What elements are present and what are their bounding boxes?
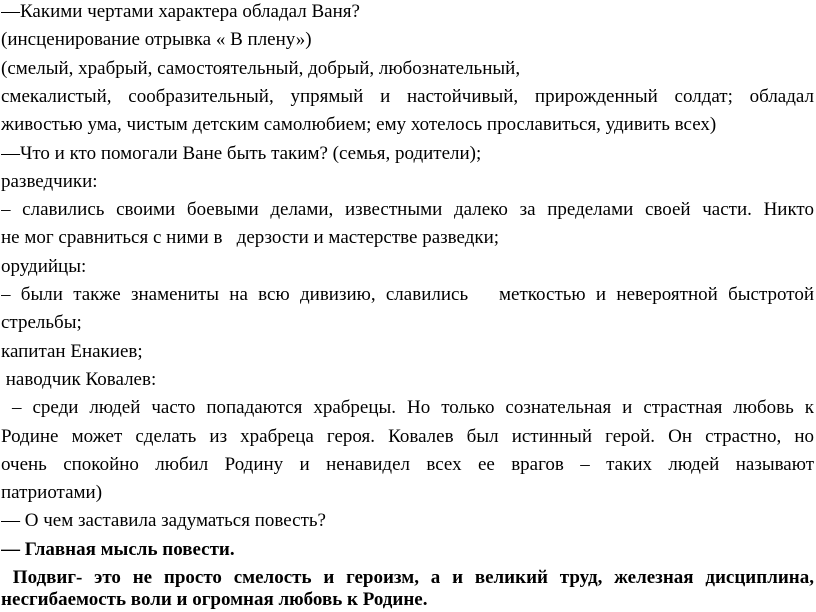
captain-line: капитан Енакиев; [1,341,143,362]
question-traits: —Какими чертами характера обладал Ваня? [1,1,360,22]
main-idea-heading: — Главная мысль повести. [1,539,235,560]
main-idea-text-1: Подвиг- это не просто смелость и героизм, а и великий труд, железная дисциплина, [1,567,814,588]
gunners-heading: орудийцы: [1,256,87,277]
staging-note: (инсценирование отрывка « В плену») [1,29,312,50]
scouts-text-2: не мог сравниться с ними в дерзости и мастерстве разведки; [1,227,500,248]
question-story: — О чем заставила задуматься повесть? [1,510,326,531]
question-helpers: —Что и кто помогали Ване быть таким? (семья, родители); [1,143,482,164]
scouts-heading: разведчики: [1,171,98,192]
scouts-text-1: – славились своими боевыми делами, известными далеко за пределами своей части. Никто [1,199,814,220]
gunners-text-2: стрельбы; [1,312,82,333]
traits-line-1: (смелый, храбрый, самостоятельный, добрый, любознательный, [1,58,521,79]
kovalev-text-4: патриотами) [1,482,103,503]
gunner-kovalev-heading: наводчик Ковалев: [1,369,157,390]
traits-line-2: смекалистый, сообразительный, упрямый и настойчивый, прирожденный солдат; обладал [1,86,814,107]
traits-line-3: живостью ума, чистым детским самолюбием; ему хотелось прославиться, удивить всех) [1,114,717,135]
gunners-text-1: – были также знамениты на всю дивизию, славились меткостью и невероятной быстротой [1,284,814,305]
kovalev-text-2: Родине может сделать из храбреца героя. Ковалев был истинный герой. Он страстно, но [1,426,814,447]
kovalev-text-1: – среди людей часто попадаются храбрецы. Но только сознательная и страстная любовь к [1,397,814,418]
kovalev-text-3: очень спокойно любил Родину и ненавидел всех ее врагов – таких людей называют [1,454,814,475]
main-idea-text-2: несгибаемость воли и огромная любовь к Родине. [1,589,428,610]
